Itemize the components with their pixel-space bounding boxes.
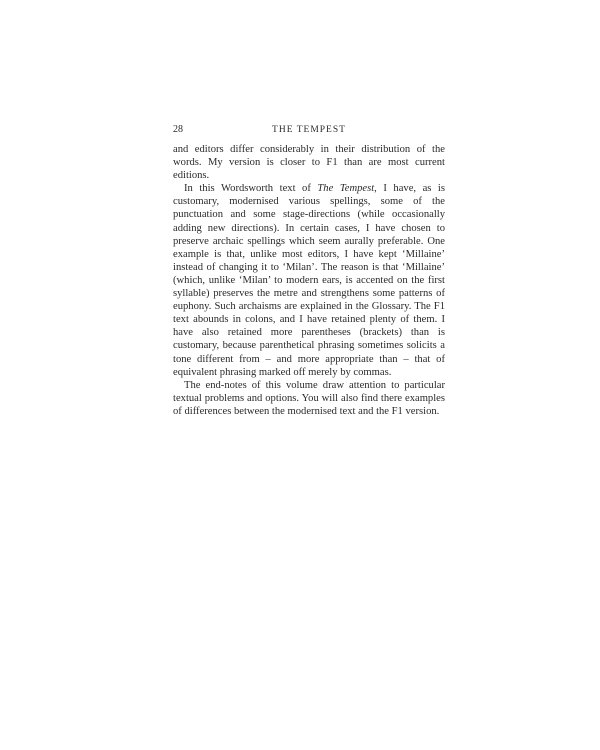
body-text xyxy=(173,143,445,418)
paragraph-2-text-rest: , I have, as is customary, modernised various spellings, some of the punctuation and some stage-directions (while occasionally adding new directions). In certain cases, I have chosen to preserve archaic spellings which seem aurally preferable. One example is that, unlike most editors, I have kept ‘Millaine’ instead of changing it to ‘Milan’. The reason is that ‘Millaine’ (which, unlike ‘Milan’ to modern ears, is accented on the first syllable) preserves the metre and strengthens some patterns of euphony. Such archaisms are explained in the Glossary. The F1 text abounds in colons, and I have retained plenty of them. I have also retained more parentheses (brackets) than is customary, because parenthetical phrasing sometimes solicits a tone different from – and more appropriate than – that of equivalent phrasing marked off merely by commas. xyxy=(173,183,445,378)
running-title: THE TEMPEST xyxy=(272,125,346,135)
running-head xyxy=(173,123,445,137)
paragraph-2-italic-title: The Tempest xyxy=(317,183,375,195)
paragraph-2-text-start: In this Wordsworth text of xyxy=(184,183,318,195)
paragraph-1: and editors differ considerably in their distribution of the words. My version is closer to F1 than are most current editions. xyxy=(173,144,445,182)
paragraph-3: The end-notes of this volume draw attention to particular textual problems and options. You will also find there examples of differences between the modernised text and the F1 version. xyxy=(173,379,445,417)
page-number: 28 xyxy=(173,124,183,135)
book-page xyxy=(173,123,445,418)
paragraph-2 xyxy=(173,182,445,378)
